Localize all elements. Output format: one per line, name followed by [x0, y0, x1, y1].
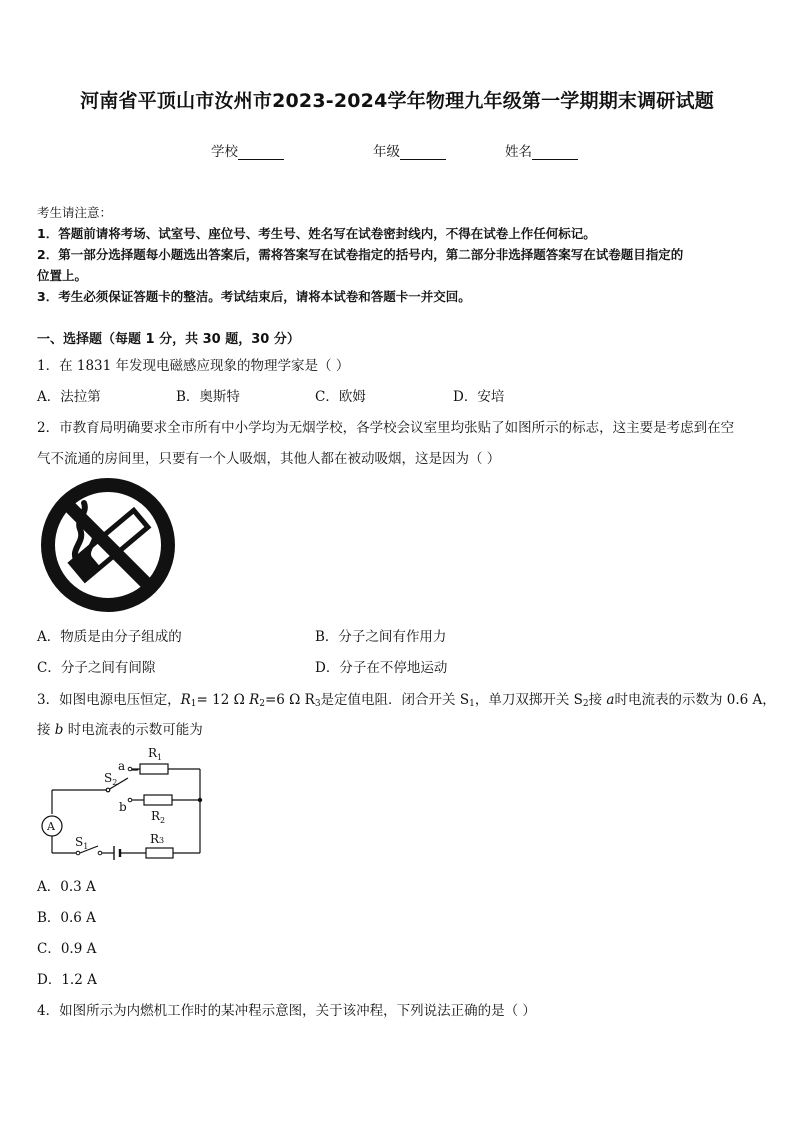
notice-item: 1．答题前请将考场、试室号、座位号、考生号、姓名写在试卷密封线内，不得在试卷上作任何标记。 — [37, 226, 596, 241]
label-r2: $R_2$ — [151, 809, 166, 825]
notice-item: 位置上。 — [37, 268, 88, 283]
q3-r2-value: =6 Ω R — [264, 692, 315, 708]
grade-label: 年级 — [373, 144, 400, 160]
label-a: a — [118, 759, 126, 773]
resistor-r1 — [140, 764, 168, 774]
q3-r1-sub: 1 — [190, 699, 197, 709]
label-s2: $S_2$ — [104, 771, 118, 787]
q2-option-b: B．分子之间有作用力 — [315, 629, 447, 645]
label-b: b — [119, 800, 127, 814]
q3-text: 时电流表的示数可能为 — [63, 722, 203, 738]
question-2-line2: 气不流通的房间里，只要有一个人吸烟，其他人都在被动吸烟，这是因为（ ） — [37, 451, 501, 467]
q3-text: 接 — [588, 692, 607, 708]
school-field — [211, 140, 284, 160]
q3-s1-sub: 1 — [469, 699, 475, 709]
grade-field — [373, 140, 446, 160]
q3-option-c: C．0.9 A — [37, 941, 97, 957]
question-3-line2 — [37, 718, 203, 738]
resistor-r3 — [146, 848, 173, 858]
question-4-text: 4．如图所示为内燃机工作时的某冲程示意图，关于该冲程，下列说法正确的是（ ） — [37, 1003, 536, 1019]
q3-b: b — [54, 722, 64, 738]
notice-item: 3．考生必须保证答题卡的整洁。考试结束后，请将本试卷和答题卡一并交回。 — [37, 289, 471, 304]
q3-s2-sub: 2 — [582, 699, 589, 709]
q2-option-d: D．分子在不停地运动 — [315, 660, 448, 676]
no-smoking-icon — [40, 477, 176, 613]
q3-text: 接 — [37, 722, 55, 738]
q2-option-a: A．物质是由分子组成的 — [37, 629, 182, 645]
q1-option-d: D．安培 — [453, 389, 505, 405]
question-3-line1 — [37, 688, 776, 709]
q3-option-d: D．1.2 A — [37, 972, 97, 988]
page-title: 河南省平顶山市汝州市2023-2024学年物理九年级第一学期期末调研试题 — [80, 90, 714, 112]
q3-a: a — [606, 692, 615, 708]
q3-r2: R — [249, 692, 260, 708]
q3-text: 时电流表的示数为 0.6 A， — [614, 692, 776, 708]
q3-option-b: B．0.6 A — [37, 910, 96, 926]
label-r1: $R_1$ — [148, 746, 163, 762]
q1-option-c: C．欧姆 — [315, 389, 366, 405]
q2-option-c: C．分子之间有间隙 — [37, 660, 156, 676]
q1-option-a: A．法拉第 — [37, 389, 101, 405]
question-1-text: 1．在 1831 年发现电磁感应现象的物理学家是（ ） — [37, 358, 350, 374]
q3-r1-value: = 12 Ω — [196, 692, 250, 708]
circuit-diagram — [38, 740, 213, 865]
grade-blank — [400, 145, 446, 160]
q3-text: ，单刀双掷开关 S — [474, 692, 583, 708]
name-field — [505, 140, 578, 160]
school-label: 学校 — [211, 144, 238, 160]
q3-text: 3．如图电源电压恒定， — [37, 692, 181, 708]
q1-option-b: B．奥斯特 — [176, 389, 240, 405]
notice-heading: 考生请注意： — [37, 205, 113, 220]
q3-r3-sub: 3 — [314, 699, 321, 709]
question-2-line1: 2．市教育局明确要求全市所有中小学均为无烟学校，各学校会议室里均张贴了如图所示的标志，这主要是考虑到在空 — [37, 420, 735, 436]
q3-option-a: A．0.3 A — [37, 879, 96, 895]
section-heading: 一、选择题（每题 1 分，共 30 题，30 分） — [37, 332, 300, 347]
q3-r2-sub: 2 — [259, 699, 265, 709]
q3-text: 是定值电阻．闭合开关 S — [320, 692, 470, 708]
q3-r1: R — [180, 692, 191, 708]
label-s1: $S_1$ — [75, 835, 89, 851]
name-label: 姓名 — [505, 144, 532, 160]
label-ammeter: A — [47, 820, 55, 833]
label-r3: R3 — [150, 832, 165, 846]
resistor-r2 — [144, 795, 172, 805]
name-blank — [532, 145, 578, 160]
notice-item: 2．第一部分选择题每小题选出答案后，需将答案写在试卷指定的括号内，第二部分非选择题答案写在试卷题目指定的 — [37, 247, 684, 262]
school-blank — [238, 145, 284, 160]
